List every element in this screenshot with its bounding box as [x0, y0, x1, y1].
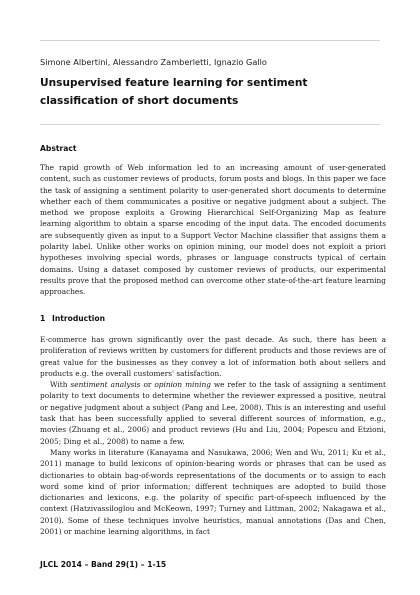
text-run: we refer to the task of assigning a sentiment polarity to text documents to determine whether the reviewer expressed a positive, neutral or negative judgment about a subject (Pang and Lee, 2008). This is an interesting and useful task that has been successfully applied to several different sources of information, e.g., movies (Zhuang et al., 2006) and product reviews (Hu and Liu, 2004; Popescu and Etzioni, 2005; Ding et al., 2008) to name a few. — [40, 380, 386, 446]
section-title: Introduction — [52, 314, 106, 323]
text-run: or — [140, 380, 155, 390]
intro-paragraph-2 — [40, 379, 386, 447]
header-divider — [40, 124, 380, 125]
authors: Simone Albertini, Alessandro Zamberletti, Ignazio Gallo — [40, 57, 267, 67]
introduction-heading — [40, 314, 105, 323]
section-number: 1 — [40, 314, 46, 323]
term-sentiment-analysis: sentiment analysis — [70, 380, 141, 390]
term-opinion-mining: opinion mining — [154, 380, 211, 390]
text-run: With — [50, 380, 71, 390]
journal-footer: JLCL 2014 – Band 29(1) – 1-15 — [40, 560, 167, 569]
intro-paragraph-1: E-commerce has grown significantly over the past decade. As such, there has been a proliferation of reviews written by customers for different products and those reviews are of great value for the businesses as they convey a lot of information both about sellers and products e.g. the overall customers' satisfaction. — [40, 335, 386, 378]
intro-paragraph-3: Many works in literature (Kanayama and Nasukawa, 2006; Wen and Wu, 2011; Ku et al., 2011) manage to build lexicons of opinion-bearing words or phrases that can be used as dictionaries to obtain bag-of-words representations of the documents or to assign to each word some kind of prior information; different techniques are adopted to build those dictionaries and lexicons, e.g. the polarity of specific part-of-speech influenced by the context (Hatzivassiloglou and McKeown, 1997; Turney and Littman, 2002; Nakagawa et al., 2010). Some of these techniques involve heuristics, manual annotations (Das and Chen, 2001) or machine learning algorithms, in fact — [40, 447, 386, 537]
introduction-body — [40, 334, 386, 537]
abstract-body — [40, 162, 386, 298]
abstract-paragraph: The rapid growth of Web information led to an increasing amount of user-generated content, such as customer reviews of products, forum posts and blogs. In this paper we face the task of assigning a sentiment polarity to user-generated short documents to determine whether each of them communicates a positive or negative judgment about a subject. The method we propose exploits a Growing Hierarchical Self-Organizing Map as feature learning algorithm to obtain a sparse encoding of the input data. The encoded documents are subsequently given as input to a Support Vector Machine classifier that assigns them a polarity label. Unlike other works on opinion mining, our model does not exploit a priori hypotheses involving special words, phrases or language constructs typical of certain domains. Using a dataset composed by customer reviews of products, our experimental results prove that the proposed method can overcome other state-of-the-art feature learning approaches. — [40, 163, 386, 297]
top-divider — [40, 40, 380, 41]
abstract-heading: Abstract — [40, 144, 77, 153]
paper-title: Unsupervised feature learning for sentiment classification of short documents — [40, 77, 308, 107]
